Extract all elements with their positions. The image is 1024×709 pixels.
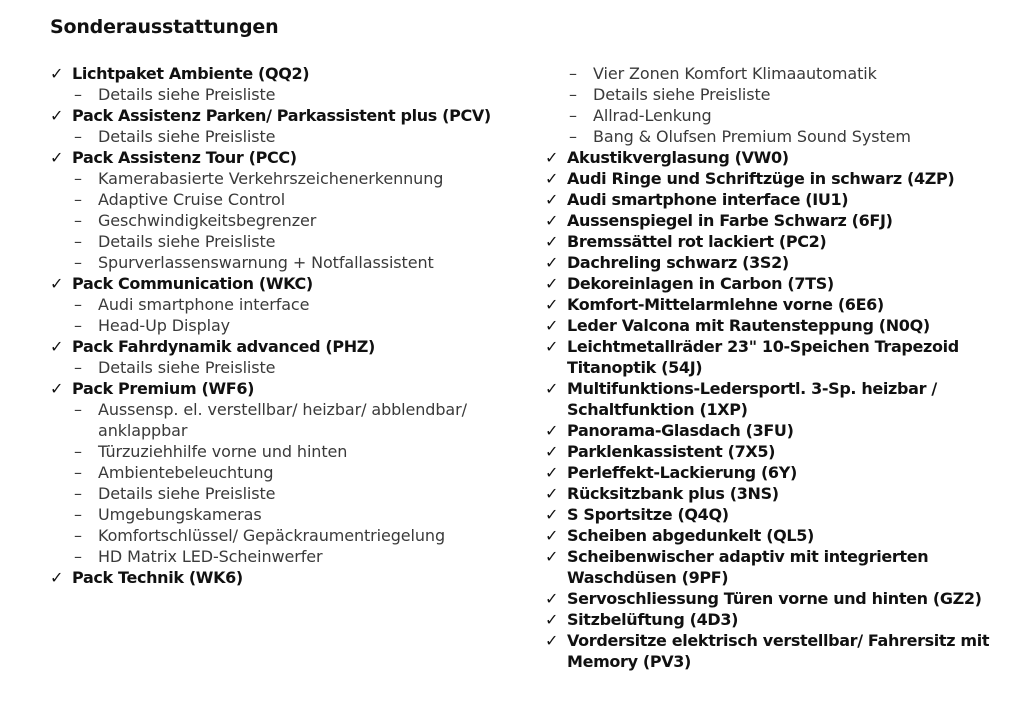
dash-icon: – — [74, 232, 82, 251]
dash-icon: – — [74, 358, 82, 377]
item-label: HD Matrix LED-Scheinwerfer — [98, 547, 323, 566]
equipment-item — [545, 231, 1005, 252]
equipment-detail — [50, 84, 520, 105]
checkmark-icon: ✓ — [545, 526, 559, 545]
checkmark-icon: ✓ — [545, 379, 559, 398]
item-label: Details siehe Preisliste — [98, 484, 276, 503]
item-label: Scheiben abgedunkelt (QL5) — [567, 526, 815, 545]
equipment-item — [545, 147, 1005, 168]
dash-icon: – — [569, 85, 577, 104]
equipment-item — [545, 630, 1005, 651]
item-label: Ambientebeleuchtung — [98, 463, 274, 482]
checkmark-icon: ✓ — [545, 463, 559, 482]
item-label: Rücksitzbank plus (3NS) — [567, 484, 779, 503]
item-label: Adaptive Cruise Control — [98, 190, 286, 209]
item-label: anklappbar — [98, 421, 188, 440]
checkmark-icon: ✓ — [545, 253, 559, 272]
item-label: Geschwindigkeitsbegrenzer — [98, 211, 317, 230]
equipment-detail — [545, 63, 1005, 84]
checkmark-icon: ✓ — [50, 64, 64, 83]
item-label: Pack Premium (WF6) — [72, 379, 255, 398]
dash-icon: – — [74, 211, 82, 230]
item-label: Bremssättel rot lackiert (PC2) — [567, 232, 827, 251]
item-label: Scheibenwischer adaptiv mit integrierten — [567, 547, 929, 566]
equipment-item — [50, 273, 520, 294]
checkmark-icon: ✓ — [545, 148, 559, 167]
equipment-item — [50, 336, 520, 357]
dash-icon: – — [569, 64, 577, 83]
equipment-item — [545, 483, 1005, 504]
dash-icon: – — [74, 400, 82, 419]
checkmark-icon: ✓ — [50, 148, 64, 167]
equipment-item — [545, 252, 1005, 273]
equipment-detail — [50, 504, 520, 525]
equipment-item — [545, 588, 1005, 609]
item-label: Waschdüsen (9PF) — [567, 568, 729, 587]
dash-icon: – — [74, 253, 82, 272]
equipment-item — [545, 273, 1005, 294]
equipment-item — [545, 336, 1005, 357]
equipment-item — [545, 525, 1005, 546]
equipment-item-continuation — [545, 399, 1005, 420]
equipment-item-continuation — [545, 651, 1005, 672]
item-label: Pack Assistenz Parken/ Parkassistent plus (PCV) — [72, 106, 491, 125]
item-label: Kamerabasierte Verkehrszeichenerkennung — [98, 169, 444, 188]
equipment-detail — [545, 84, 1005, 105]
dash-icon: – — [74, 484, 82, 503]
item-label: Pack Assistenz Tour (PCC) — [72, 148, 297, 167]
item-label: Leder Valcona mit Rautensteppung (N0Q) — [567, 316, 930, 335]
item-label: Audi smartphone interface — [98, 295, 310, 314]
item-label: Umgebungskameras — [98, 505, 262, 524]
dash-icon: – — [74, 190, 82, 209]
equipment-detail — [50, 483, 520, 504]
equipment-detail — [50, 294, 520, 315]
item-label: Head-Up Display — [98, 316, 231, 335]
checkmark-icon: ✓ — [545, 232, 559, 251]
equipment-item — [545, 189, 1005, 210]
equipment-detail — [545, 105, 1005, 126]
right-column — [545, 63, 1005, 672]
equipment-detail — [50, 252, 520, 273]
item-label: Perleffekt-Lackierung (6Y) — [567, 463, 797, 482]
equipment-item — [50, 147, 520, 168]
checkmark-icon: ✓ — [545, 631, 559, 650]
checkmark-icon: ✓ — [545, 547, 559, 566]
item-label: Details siehe Preisliste — [98, 127, 276, 146]
checkmark-icon: ✓ — [50, 568, 64, 587]
equipment-detail — [50, 525, 520, 546]
checkmark-icon: ✓ — [50, 379, 64, 398]
dash-icon: – — [74, 526, 82, 545]
checkmark-icon: ✓ — [545, 589, 559, 608]
equipment-item — [545, 546, 1005, 567]
equipment-detail — [50, 231, 520, 252]
item-label: Aussenspiegel in Farbe Schwarz (6FJ) — [567, 211, 893, 230]
dash-icon: – — [74, 85, 82, 104]
item-label: Sitzbelüftung (4D3) — [567, 610, 739, 629]
equipment-detail — [50, 315, 520, 336]
equipment-detail — [50, 210, 520, 231]
item-label: Pack Communication (WKC) — [72, 274, 313, 293]
equipment-detail — [50, 441, 520, 462]
dash-icon: – — [74, 505, 82, 524]
checkmark-icon: ✓ — [50, 106, 64, 125]
item-label: Multifunktions-Ledersportl. 3-Sp. heizbar / — [567, 379, 937, 398]
equipment-detail — [50, 546, 520, 567]
item-label: Servoschliessung Türen vorne und hinten (GZ2) — [567, 589, 982, 608]
dash-icon: – — [74, 295, 82, 314]
item-label: Parklenkassistent (7X5) — [567, 442, 776, 461]
equipment-item — [545, 504, 1005, 525]
item-label: Pack Technik (WK6) — [72, 568, 243, 587]
equipment-item — [50, 567, 520, 588]
item-label: Akustikverglasung (VW0) — [567, 148, 789, 167]
item-label: Details siehe Preisliste — [98, 85, 276, 104]
equipment-item-continuation — [545, 357, 1005, 378]
item-label: Lichtpaket Ambiente (QQ2) — [72, 64, 310, 83]
item-label: Titanoptik (54J) — [567, 358, 703, 377]
item-label: Vier Zonen Komfort Klimaautomatik — [593, 64, 877, 83]
dash-icon: – — [74, 442, 82, 461]
equipment-item — [545, 168, 1005, 189]
equipment-item — [50, 378, 520, 399]
item-label: Panorama-Glasdach (3FU) — [567, 421, 794, 440]
item-label: Dekoreinlagen in Carbon (7TS) — [567, 274, 834, 293]
equipment-item — [545, 609, 1005, 630]
checkmark-icon: ✓ — [545, 610, 559, 629]
checkmark-icon: ✓ — [545, 169, 559, 188]
dash-icon: – — [74, 127, 82, 146]
item-label: Komfort-Mittelarmlehne vorne (6E6) — [567, 295, 884, 314]
equipment-item — [545, 315, 1005, 336]
equipment-item — [50, 105, 520, 126]
equipment-item — [545, 378, 1005, 399]
item-label: Komfortschlüssel/ Gepäckraumentriegelung — [98, 526, 446, 545]
item-label: Memory (PV3) — [567, 652, 691, 671]
checkmark-icon: ✓ — [545, 295, 559, 314]
checkmark-icon: ✓ — [545, 211, 559, 230]
item-label: Allrad-Lenkung — [593, 106, 712, 125]
item-label: Details siehe Preisliste — [98, 232, 276, 251]
item-label: Vordersitze elektrisch verstellbar/ Fahrersitz mit — [567, 631, 990, 650]
dash-icon: – — [569, 106, 577, 125]
dash-icon: – — [74, 463, 82, 482]
dash-icon: – — [569, 127, 577, 146]
checkmark-icon: ✓ — [545, 274, 559, 293]
item-label: Spurverlassenswarnung + Notfallassistent — [98, 253, 434, 272]
equipment-detail — [50, 126, 520, 147]
checkmark-icon: ✓ — [50, 274, 64, 293]
checkmark-icon: ✓ — [545, 505, 559, 524]
item-label: Aussensp. el. verstellbar/ heizbar/ abblendbar/ — [98, 400, 467, 419]
equipment-detail-continuation — [50, 420, 520, 441]
equipment-item — [545, 441, 1005, 462]
item-label: Details siehe Preisliste — [593, 85, 771, 104]
checkmark-icon: ✓ — [545, 337, 559, 356]
equipment-detail — [545, 126, 1005, 147]
dash-icon: – — [74, 547, 82, 566]
checkmark-icon: ✓ — [50, 337, 64, 356]
checkmark-icon: ✓ — [545, 190, 559, 209]
checkmark-icon: ✓ — [545, 316, 559, 335]
checkmark-icon: ✓ — [545, 421, 559, 440]
equipment-item-continuation — [545, 567, 1005, 588]
left-column — [50, 63, 520, 588]
equipment-item — [545, 210, 1005, 231]
item-label: Türzuziehhilfe vorne und hinten — [98, 442, 348, 461]
equipment-item — [545, 462, 1005, 483]
checkmark-icon: ✓ — [545, 442, 559, 461]
item-label: Audi Ringe und Schriftzüge in schwarz (4ZP) — [567, 169, 955, 188]
equipment-detail — [50, 357, 520, 378]
equipment-item — [545, 294, 1005, 315]
equipment-detail — [50, 168, 520, 189]
equipment-detail — [50, 399, 520, 420]
item-label: Leichtmetallräder 23" 10-Speichen Trapezoid — [567, 337, 959, 356]
dash-icon: – — [74, 316, 82, 335]
equipment-detail — [50, 462, 520, 483]
equipment-item — [50, 63, 520, 84]
item-label: Schaltfunktion (1XP) — [567, 400, 748, 419]
item-label: Pack Fahrdynamik advanced (PHZ) — [72, 337, 376, 356]
page-title: Sonderausstattungen — [50, 16, 279, 38]
equipment-detail — [50, 189, 520, 210]
item-label: Dachreling schwarz (3S2) — [567, 253, 789, 272]
item-label: Details siehe Preisliste — [98, 358, 276, 377]
item-label: Bang & Olufsen Premium Sound System — [593, 127, 911, 146]
item-label: S Sportsitze (Q4Q) — [567, 505, 729, 524]
dash-icon: – — [74, 169, 82, 188]
item-label: Audi smartphone interface (IU1) — [567, 190, 849, 209]
equipment-item — [545, 420, 1005, 441]
checkmark-icon: ✓ — [545, 484, 559, 503]
